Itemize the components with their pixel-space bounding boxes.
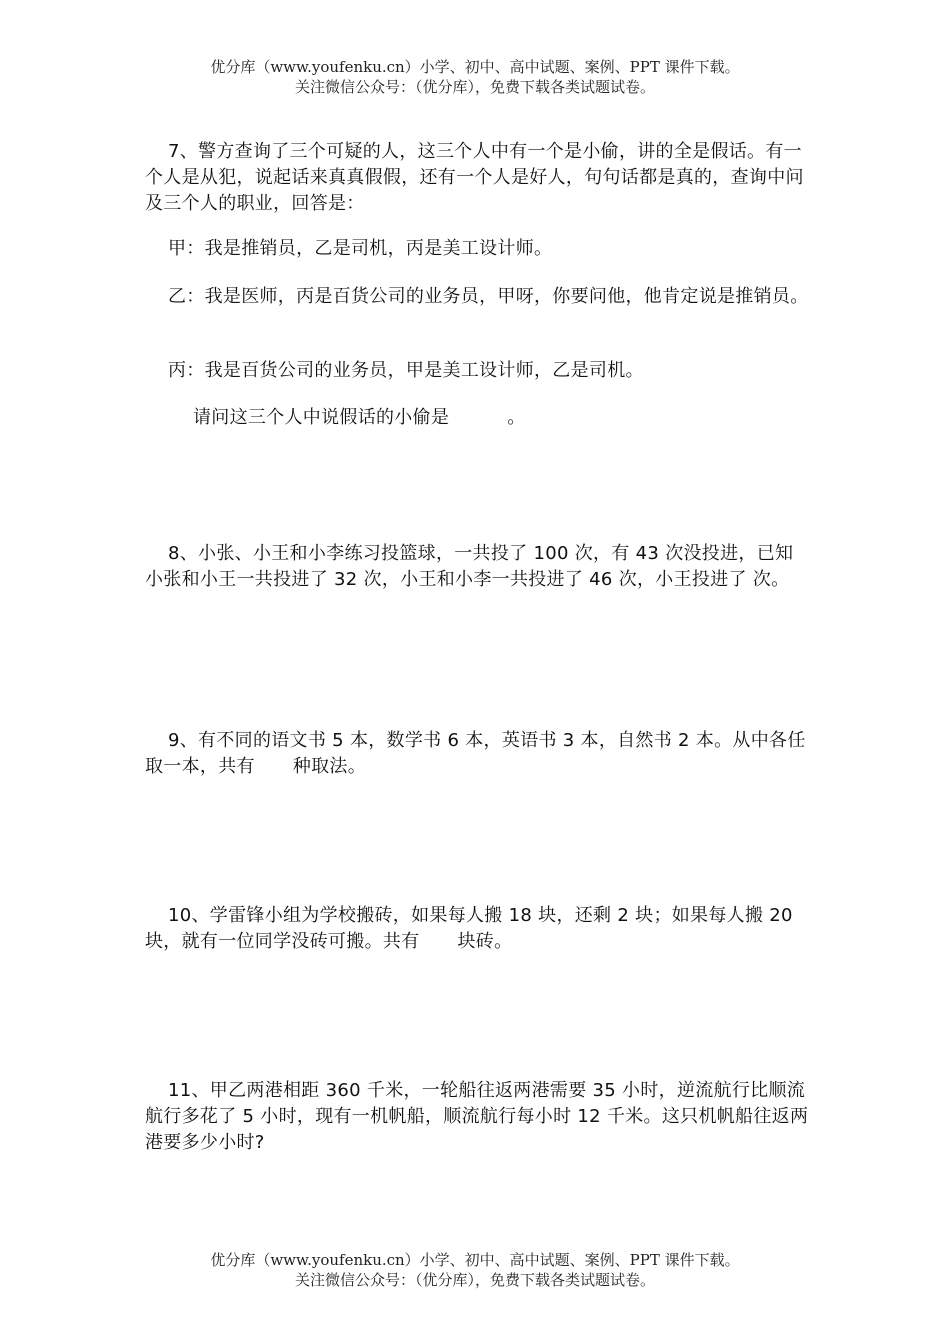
question-7-answer-jia: 甲：我是推销员，乙是司机，丙是美工设计师。: [168, 238, 553, 259]
question-7-ask-text: 请问这三个人中说假话的小偷是: [193, 407, 450, 428]
question-10-text-end: 块砖。: [457, 931, 513, 952]
question-10: [145, 903, 810, 955]
question-7-ask: [193, 405, 526, 431]
question-7-stem: 7、警方查询了三个可疑的人，这三个人中有一个是小偷，讲的全是假话。有一个人是从犯，说起话来真真假假，还有一个人是好人，句句话都是真的，查询中问及三个人的职业，回答是：: [145, 141, 804, 214]
footer-line-2: 关注微信公众号：（优分库），免费下载各类试题试卷。: [294, 1271, 655, 1289]
page-header: [0, 57, 950, 97]
question-7-answer-yi: 乙：我是医师，丙是百货公司的业务员，甲呀，你要问他，他肯定说是推销员。: [168, 286, 809, 307]
question-10-text: 10、学雷锋小组为学校搬砖，如果每人搬 18 块，还剩 2 块；如果每人搬 20 块，就有一位同学没砖可搬。共有: [145, 905, 793, 952]
question-8: 8、小张、小王和小李练习投篮球，一共投了 100 次，有 43 次没投进，已知小张和小王一共投进了 32 次，小王和小李一共投进了 46 次，小王投进了 次。: [145, 543, 794, 590]
question-9-text: 9、有不同的语文书 5 本，数学书 6 本，英语书 3 本，自然书 2 本。从中各任取一本，共有: [145, 730, 806, 777]
question-9: [145, 728, 810, 780]
question-9-text-end: 种取法。: [292, 756, 367, 777]
footer-line-1: 优分库（www.youfenku.cn）小学、初中、高中试题、案例、PPT 课件下载。: [210, 1251, 740, 1269]
question-11: 11、甲乙两港相距 360 千米，一轮船往返两港需要 35 小时，逆流航行比顺流航行多花了 5 小时，现有一机帆船，顺流航行每小时 12 千米。这只机帆船往返两港要多少小时?: [145, 1080, 809, 1153]
header-line-2: 关注微信公众号：（优分库），免费下载各类试题试卷。: [294, 78, 655, 96]
header-line-1: 优分库（www.youfenku.cn）小学、初中、高中试题、案例、PPT 课件下载。: [210, 58, 740, 76]
page-footer: [0, 1250, 950, 1290]
question-7-ask-end: 。: [507, 407, 526, 428]
question-7-answer-bing: 丙：我是百货公司的业务员，甲是美工设计师，乙是司机。: [168, 360, 644, 381]
